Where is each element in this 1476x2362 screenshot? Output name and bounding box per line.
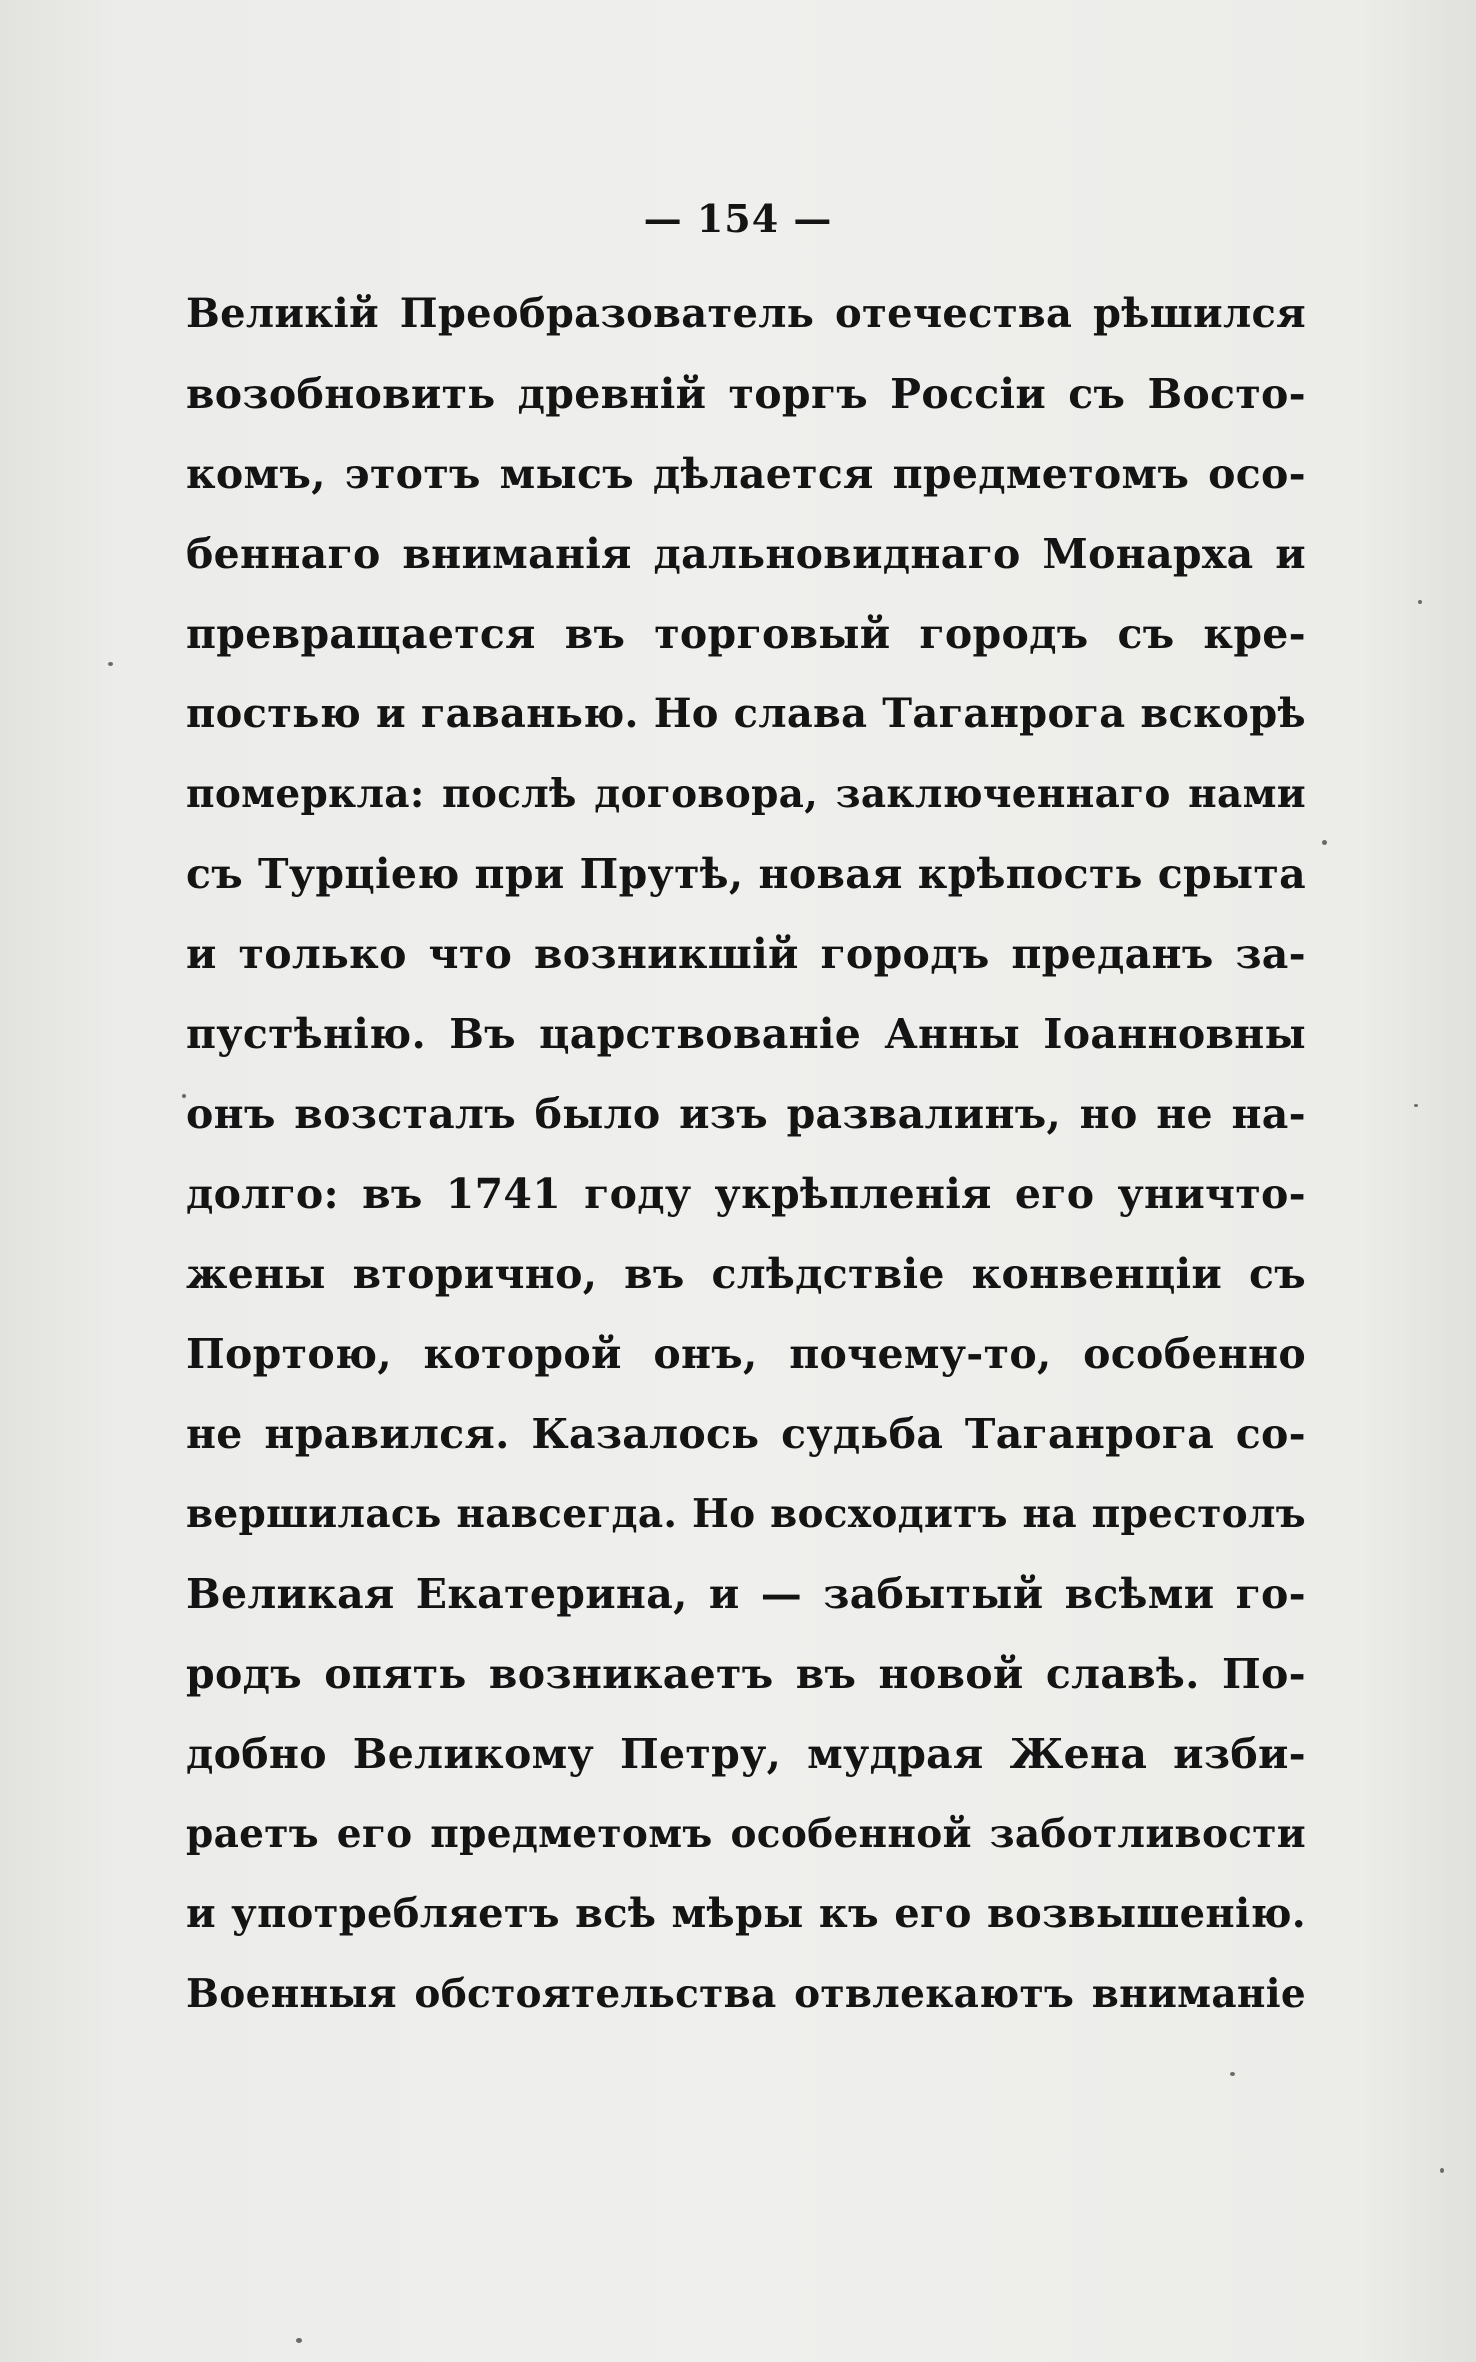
text-line: и только что возникшій городъ преданъ за- — [186, 930, 1306, 978]
text-line: долго: въ 1741 году укрѣпленія его уничто- — [186, 1170, 1306, 1218]
text-line: съ Турціею при Прутѣ, новая крѣпость срыта — [186, 850, 1306, 898]
text-line: онъ возсталъ было изъ развалинъ, но не на- — [186, 1090, 1306, 1138]
paper-speck — [1414, 1104, 1418, 1107]
text-line: пустѣнію. Въ царствованіе Анны Іоанновны — [186, 1010, 1306, 1058]
text-line: родъ опять возникаетъ въ новой славѣ. По- — [186, 1650, 1306, 1698]
body-text — [186, 274, 1306, 2034]
text-line: Военныя обстоятельства отвлекаютъ вниманіе — [186, 1971, 1306, 2017]
paper-speck — [296, 2338, 302, 2343]
paper-speck — [1440, 2168, 1444, 2173]
page-number: — 154 — — [643, 196, 833, 241]
text-line: вершилась навсегда. Но восходитъ на престолъ — [186, 1491, 1306, 1537]
text-line: возобновить древній торгъ Россіи съ Восто- — [186, 370, 1306, 418]
paper-speck — [1418, 600, 1422, 604]
text-line: превращается въ торговый городъ съ кре- — [186, 610, 1306, 658]
text-line: померкла: послѣ договора, заключеннаго нами — [186, 771, 1306, 817]
text-line: Портою, которой онъ, почему-то, особенно — [186, 1330, 1306, 1378]
text-line: жены вторично, въ слѣдствіе конвенціи съ — [186, 1250, 1306, 1298]
text-line: постью и гаванью. Но слава Таганрога вскорѣ — [186, 690, 1306, 737]
paper-speck — [1230, 2072, 1235, 2076]
paper-speck — [182, 1094, 186, 1098]
paper-speck — [1322, 840, 1327, 845]
text-line: Великій Преобразователь отечества рѣшился — [186, 290, 1306, 337]
paper-speck — [108, 662, 113, 666]
text-line: добно Великому Петру, мудрая Жена изби- — [186, 1730, 1306, 1778]
text-line: не нравился. Казалось судьба Таганрога со- — [186, 1410, 1306, 1458]
text-line: раетъ его предметомъ особенной заботливости — [186, 1811, 1306, 1857]
text-line: Великая Екатерина, и — забытый всѣми го- — [186, 1570, 1306, 1618]
text-line: комъ, этотъ мысъ дѣлается предметомъ осо- — [186, 450, 1306, 498]
text-line: беннаго вниманія дальновиднаго Монарха и — [186, 530, 1306, 578]
text-line: и употребляетъ всѣ мѣры къ его возвышенію. — [186, 1890, 1306, 1937]
